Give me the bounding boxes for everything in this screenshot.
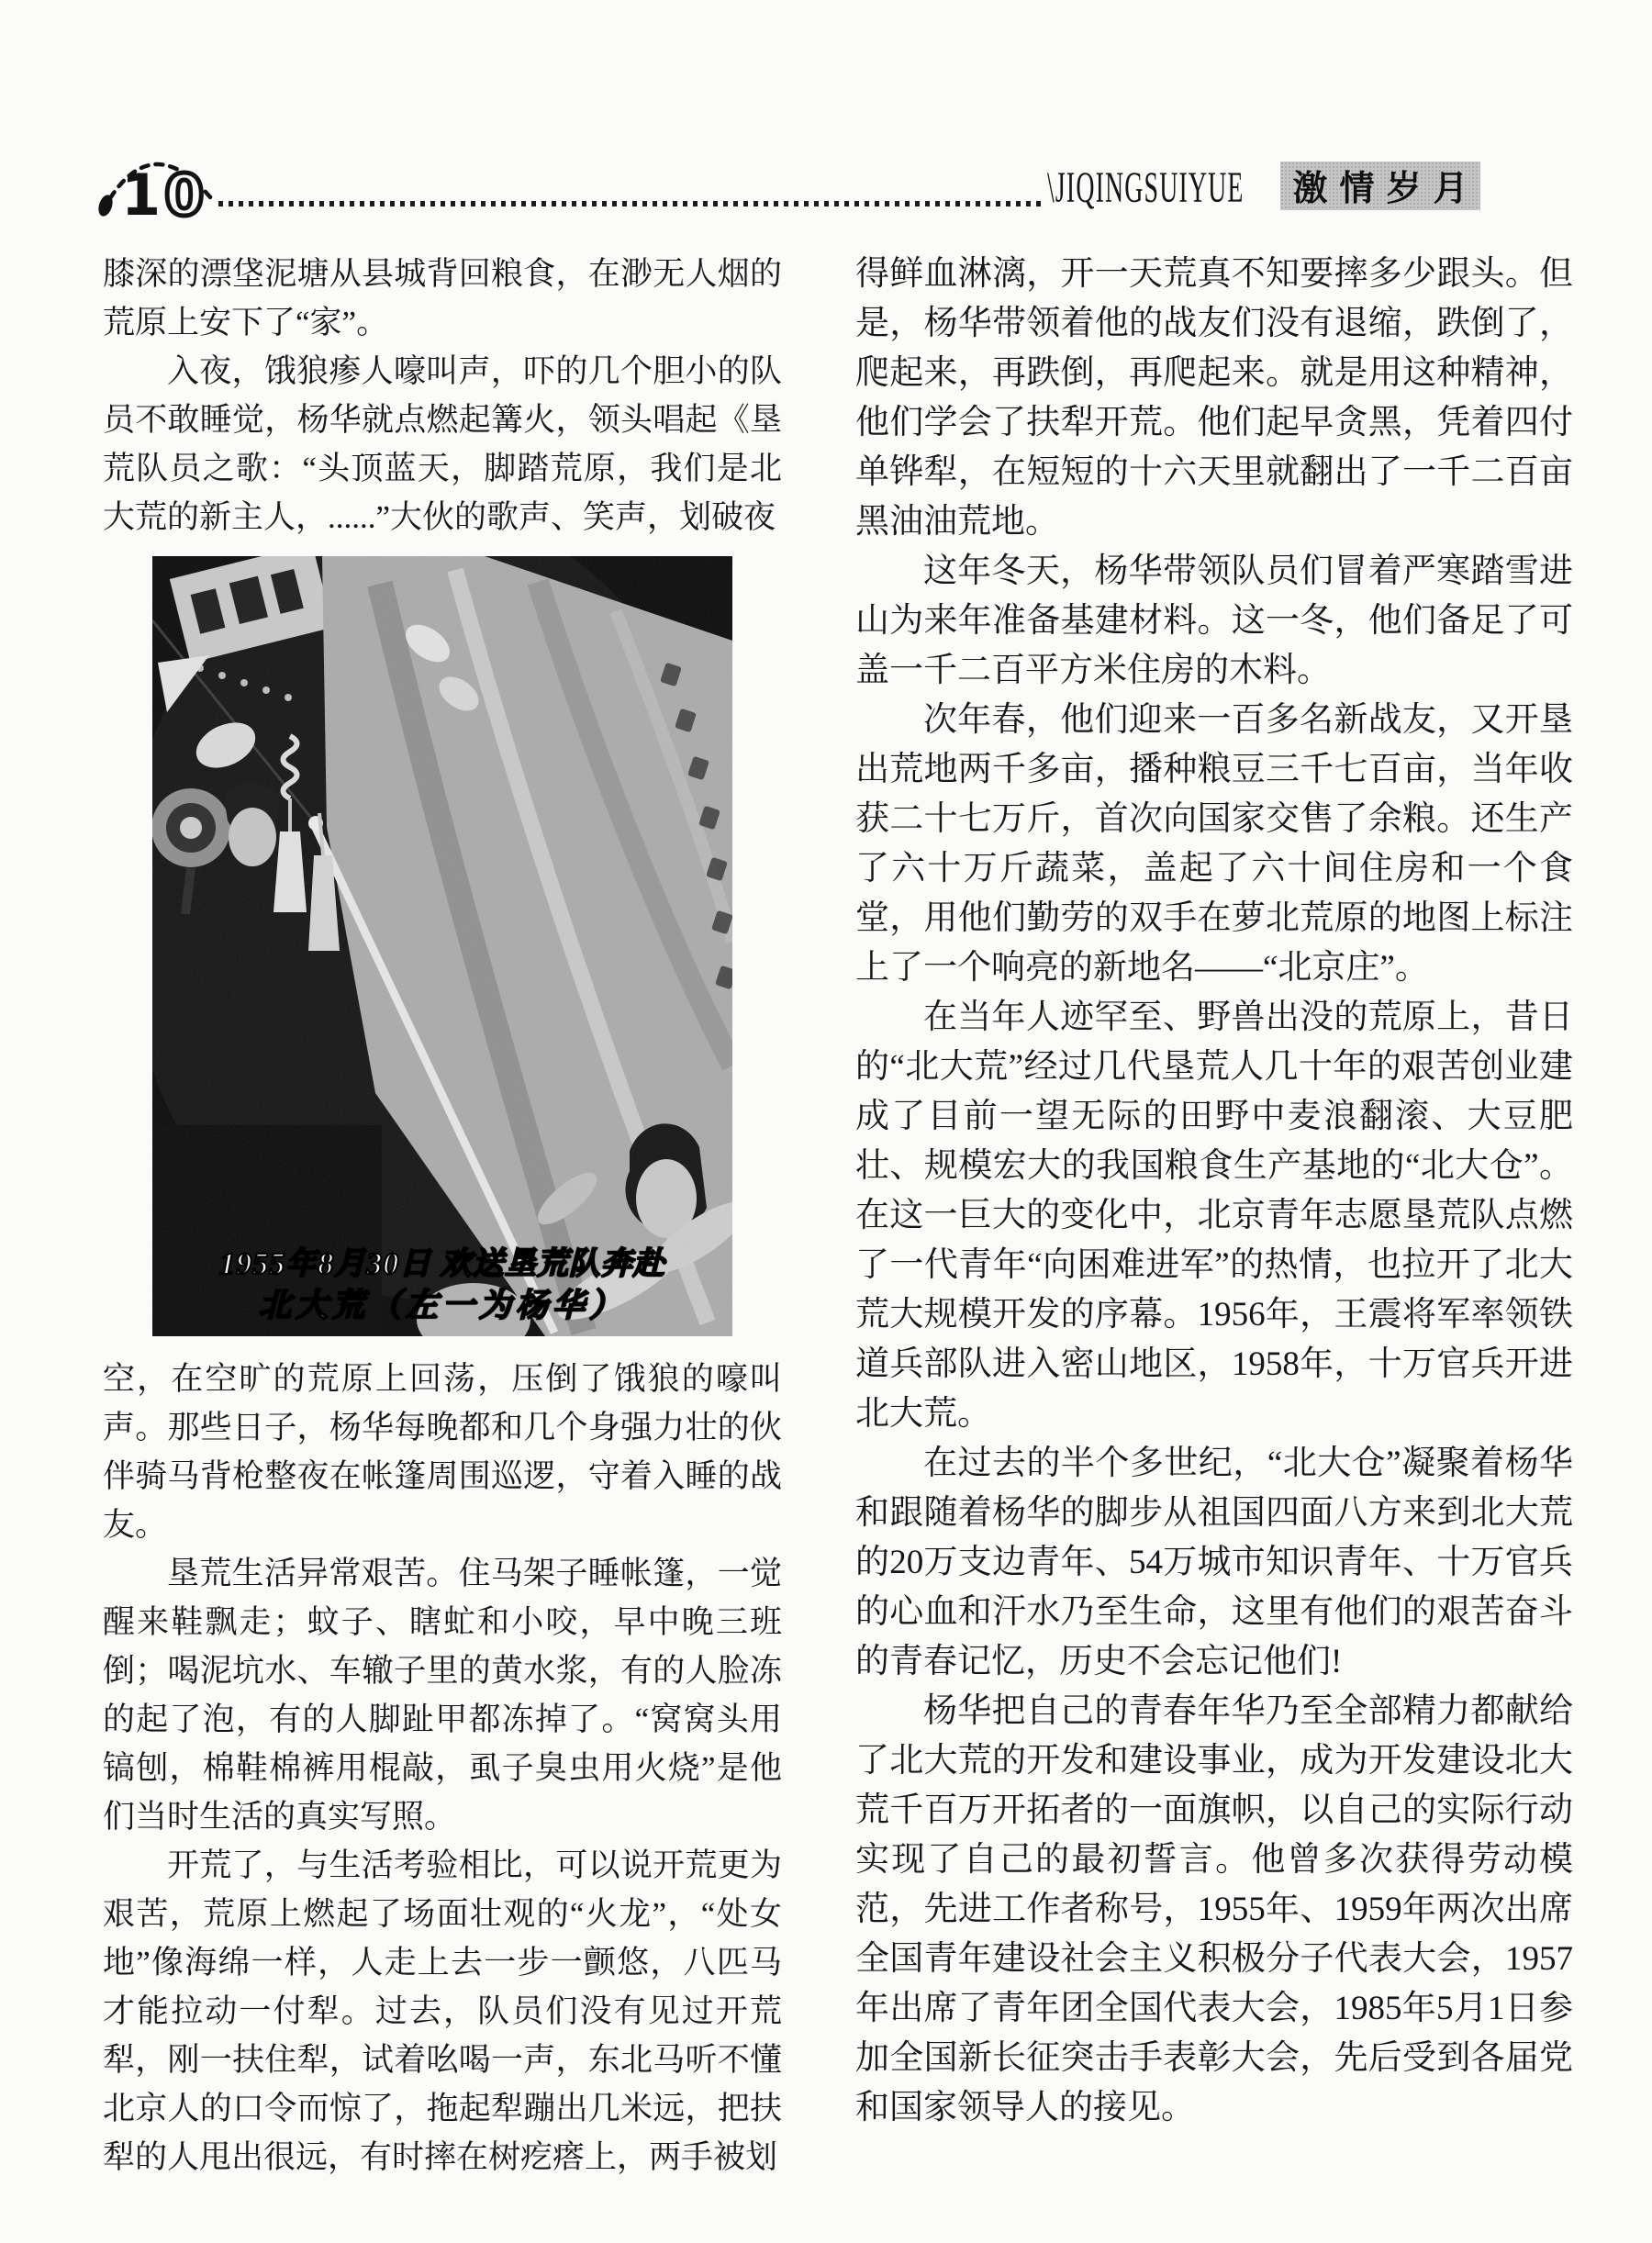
photo-caption-line2: 北大荒（左一为杨华） (258, 1288, 626, 1323)
dotted-leader-line (218, 201, 1044, 206)
film-grain (152, 556, 732, 1336)
photo-caption-line1: 1955年8月30日 欢送垦荒队奔赴 (219, 1247, 665, 1281)
left-column-post-photo (103, 1355, 782, 2182)
paragraph: 空，在空旷的荒原上回荡，压倒了饿狼的嚎叫声。那些日子，杨华每晚都和几个身强力壮的伙伴骑马背枪整夜在帐篷周围巡逻，守着入睡的战友。 (103, 1361, 782, 1543)
paragraph: 在过去的半个多世纪，“北大仓”凝聚着杨华和跟随着杨华的脚步从祖国四面八方来到北大荒的20万支边青年、54万城市知识青年、十万官兵的心血和汗水乃至生命，这里有他们的艰苦奋斗的青春记忆，历史不会忘记他们! (855, 1445, 1573, 1680)
left-column (103, 250, 782, 2182)
paragraph: 杨华把自己的青春年华乃至全部精力都献给了北大荒的开发和建设事业，成为开发建设北大荒千百万开拓者的一面旗帜，以自己的实际行动实现了自己的最初誓言。他曾多次获得劳动模范，先进工作者称号，1955年、1959年两次出席全国青年建设社会主义积极分子代表大会，1957年出席了青年团全国代表大会，1985年5月1日参加全国新长征突击手表彰大会，先后受到各届党和国家领导人的接见。 (855, 1692, 1573, 2126)
paragraph: 垦荒生活异常艰苦。住马架子睡帐篷，一觉醒来鞋飘走；蚊子、瞎虻和小咬，早中晚三班倒；喝泥坑水、车辙子里的黄水浆，有的人脸冻的起了泡，有的人脚趾甲都冻掉了。“窝窝头用镐刨，棉鞋棉裤用棍敲，虱子臭虫用火烧”是他们当时生活的真实写照。 (103, 1556, 782, 1835)
photo-figure (152, 556, 732, 1336)
journal-title: 激情岁月 (1292, 170, 1480, 208)
paragraph: 这年冬天，杨华带领队员们冒着严寒踏雪进山为来年准备基建材料。这一冬，他们备足了可盖一千二百平方米住房的木料。 (855, 552, 1573, 689)
photo-image (152, 556, 732, 1336)
left-column-pre-photo (103, 250, 782, 541)
right-column-text (855, 250, 1573, 2133)
paragraph: 膝深的漂垡泥塘从县城背回粮食，在渺无人烟的荒原上安下了“家”。 (103, 256, 782, 340)
paragraph: 在当年人迹罕至、野兽出没的荒原上，昔日的“北大荒”经过几代垦荒人几十年的艰苦创业建成了目前一望无际的田野中麦浪翻滚、大豆肥壮、规模宏大的我国粮食生产基地的“北大仓”。在这一巨大的变化中，北京青年志愿垦荒队点燃了一代青年“向困难进军”的热情，也拉开了北大荒大规模开发的序幕。1956年，王震将军率领铁道兵部队进入密山地区，1958年，十万官兵开进北大荒。 (855, 999, 1573, 1433)
paragraph: 开荒了，与生活考验相比，可以说开荒更为艰苦，荒原上燃起了场面壮观的“火龙”，“处女地”像海绵一样，人走上去一步一颤悠，八匹马才能拉动一付犁。过去，队员们没有见过开荒犁，刚一扶住犁，试着吆喝一声，东北马听不懂北京人的口令而惊了，拖起犁蹦出几米远，把扶犁的人甩出很远，有时摔在树疙瘩上，两手被划 (103, 1847, 782, 2175)
paragraph: 得鲜血淋漓，开一天荒真不知要摔多少跟头。但是，杨华带领着他的战友们没有退缩，跌倒了，爬起来，再跌倒，再爬起来。就是用这种精神，他们学会了扶犁开荒。他们起早贪黑，凭着四付单铧犁，在短短的十六天里就翻出了一千二百亩黑油油荒地。 (855, 255, 1573, 541)
paragraph: 次年春，他们迎来一百多名新战友，又开垦出荒地两千多亩，播种粮豆三千七百亩，当年收获二十七万斤，首次向国家交售了余粮。还生产了六十万斤蔬菜，盖起了六十间住房和一个食堂，用他们勤劳的双手在萝北荒原的地图上标注上了一个响亮的新地名——“北京庄”。 (855, 701, 1573, 987)
right-column (855, 250, 1573, 2133)
page-number-badge (75, 145, 231, 228)
photo-caption (152, 1244, 732, 1327)
page-number: 10 (121, 162, 205, 228)
journal-pinyin: \JIQINGSUIYUE (1047, 163, 1245, 212)
paragraph: 入夜，饿狼瘆人嚎叫声，吓的几个胆小的队员不敢睡觉，杨华就点燃起篝火，领头唱起《垦荒队员之歌：“头顶蓝天，脚踏荒原，我们是北大荒的新主人，......”大伙的歌声、笑声，划破夜 (103, 353, 782, 535)
journal-title-box (1280, 162, 1480, 210)
